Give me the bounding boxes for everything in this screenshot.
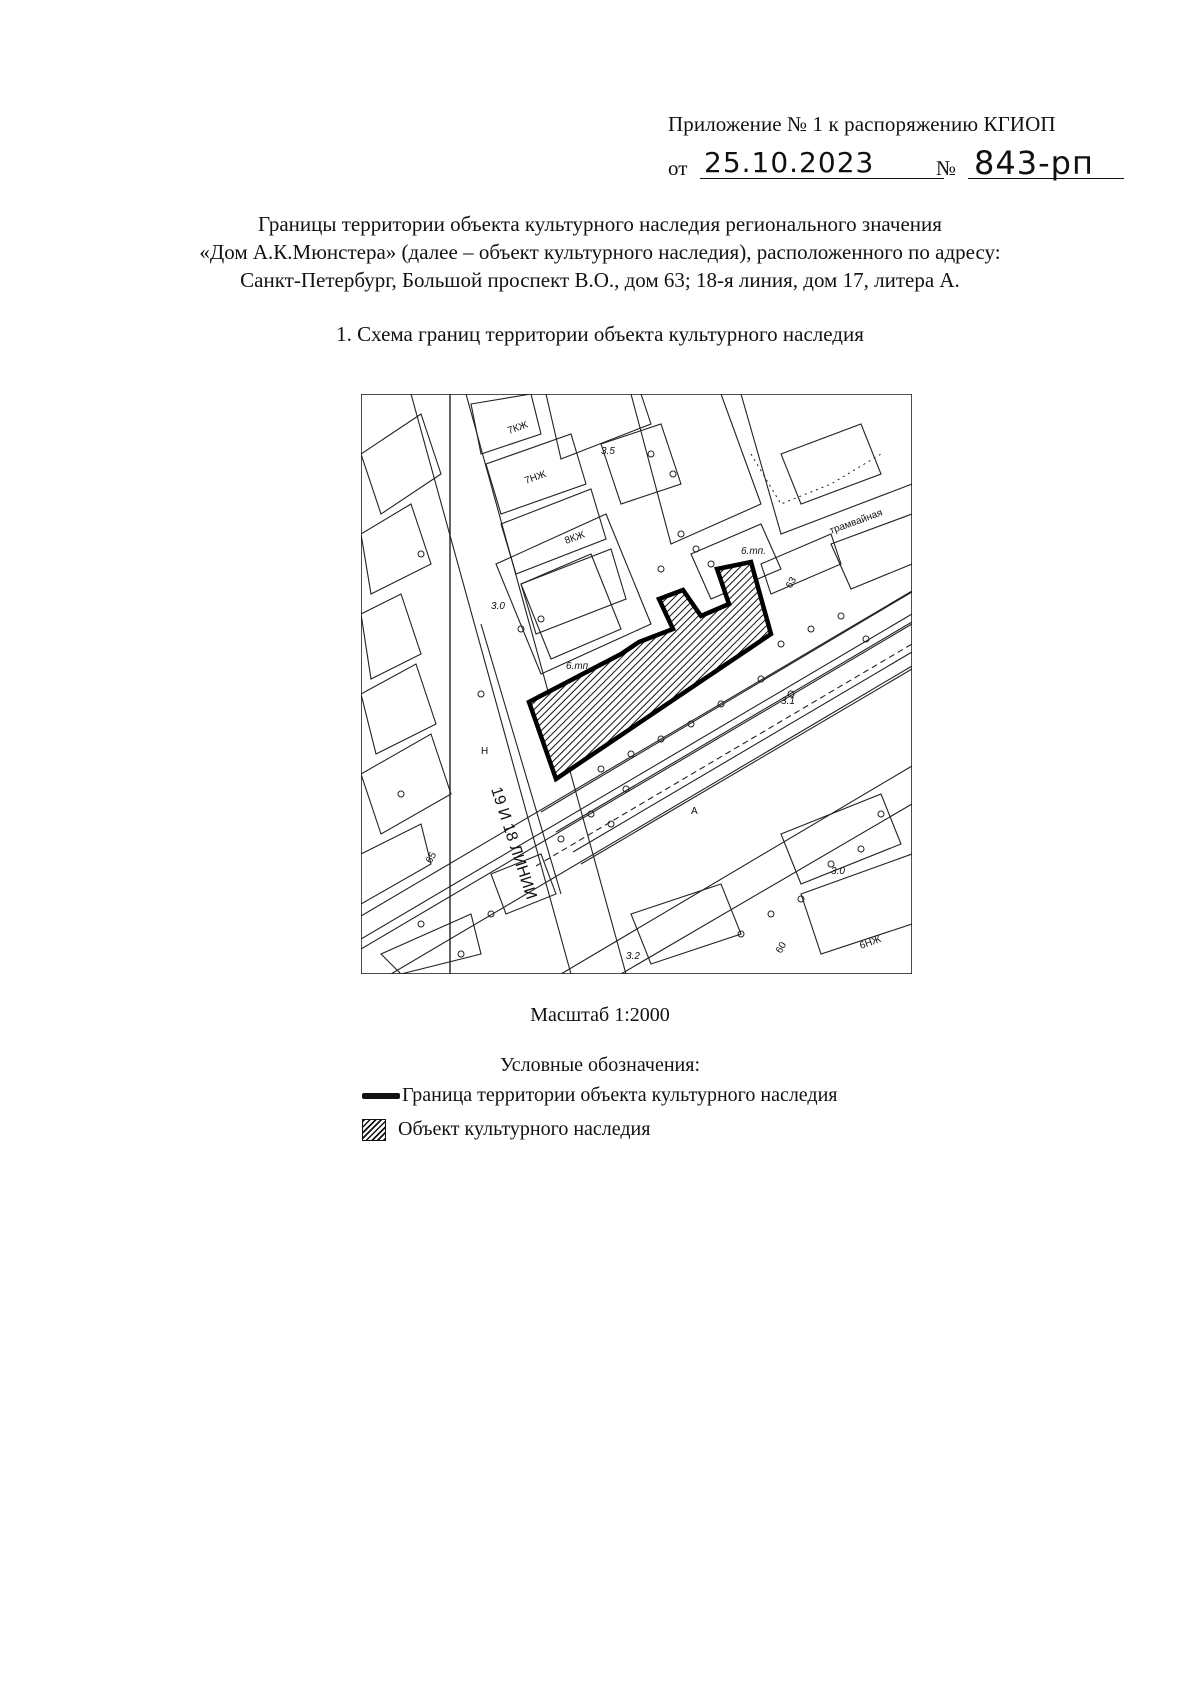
map-label-nzh: 7НЖ xyxy=(523,468,548,487)
order-number: 843-рп xyxy=(968,144,1124,179)
date-prefix: от xyxy=(668,156,688,180)
map-drawing xyxy=(361,394,912,974)
map-label-height-2: 3.0 xyxy=(491,601,505,612)
map-label-height-1: 3.5 xyxy=(601,446,615,457)
number-sign: № xyxy=(936,156,957,180)
title-line-3: Санкт-Петербург, Большой проспект В.О., дом 63; 18-я линия, дом 17, литера А. xyxy=(240,268,960,292)
legend-object-label: Объект культурного наследия xyxy=(398,1118,651,1140)
order-date: 25.10.2023 xyxy=(700,146,944,179)
cadastral-map xyxy=(361,394,912,974)
title-line-1: Границы территории объекта культурного наследия регионального значения xyxy=(258,212,942,236)
boundary-line-symbol xyxy=(362,1093,400,1099)
hatch-symbol xyxy=(362,1119,386,1141)
map-label-num2: 60 xyxy=(774,940,790,956)
map-label-street: 19 И 18 ЛИНИИ xyxy=(487,784,540,902)
map-label-num1: 65 xyxy=(424,850,440,866)
document-title xyxy=(160,210,1040,294)
map-label-kzh2: 8КЖ xyxy=(563,529,587,547)
map-label-a: А xyxy=(691,806,698,817)
legend-boundary-label: Граница территории объекта культурного наследия xyxy=(402,1084,838,1106)
legend-title: Условные обозначения: xyxy=(499,1054,701,1076)
section-title: 1. Схема границ территории объекта культурного наследия xyxy=(336,322,864,346)
map-scale: Масштаб 1:2000 xyxy=(530,1004,670,1026)
map-label-height-3: 3.1 xyxy=(781,696,795,707)
legend-object xyxy=(362,1118,650,1141)
map-label-tram: трамвайная xyxy=(828,507,885,537)
legend-boundary xyxy=(362,1084,838,1107)
map-label-height-5: 3.0 xyxy=(831,866,845,877)
map-label-kzh: 7КЖ xyxy=(506,419,530,437)
map-label-btp: 6.тп. xyxy=(566,661,591,672)
map-label-nzh2: 6НЖ xyxy=(858,933,883,952)
title-line-2: «Дом А.К.Мюнстера» (далее – объект культурного наследия), расположенного по адресу: xyxy=(199,240,1001,264)
map-label-n: Н xyxy=(481,746,489,757)
map-label-height-4: 3.2 xyxy=(626,951,640,962)
order-reference xyxy=(668,144,1118,188)
appendix-heading: Приложение № 1 к распоряжению КГИОП xyxy=(668,112,1056,136)
map-label-btp2: 6.тп. xyxy=(741,546,766,557)
map-label-num3: 63 xyxy=(784,575,800,591)
